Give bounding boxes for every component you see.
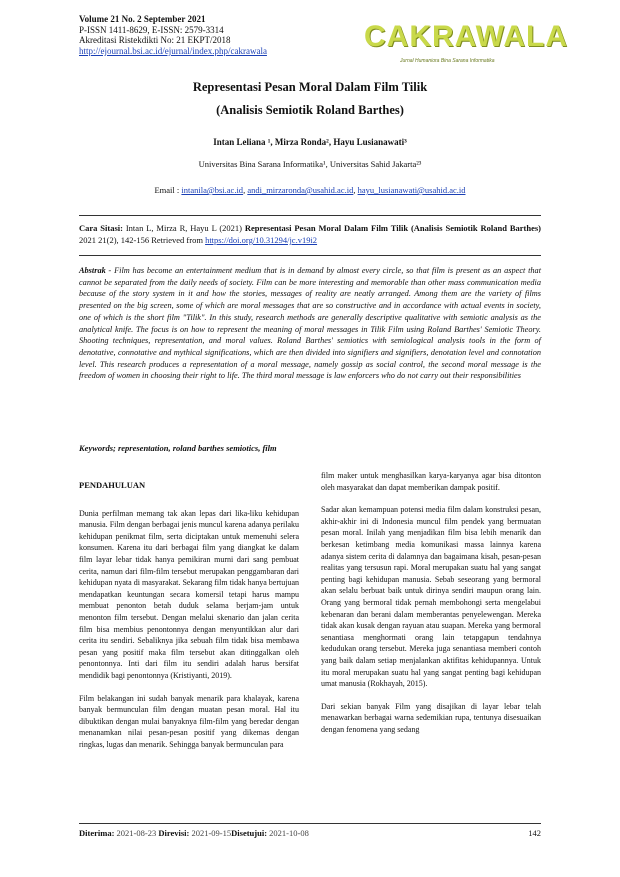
email-link-2[interactable]: andi_mirzaronda@usahid.ac.id [247,185,354,195]
volume-line: Volume 21 No. 2 September 2021 [79,14,206,24]
section-heading: PENDAHULUAN [79,480,146,490]
email-line [40,185,580,195]
received-date: 2021-08-23 [114,828,159,838]
accepted-label: Disetujui: [231,828,268,838]
paper-subtitle: (Analisis Semiotik Roland Barthes) [216,103,404,117]
body-paragraph: Dari sekian banyak Film yang disajikan di layar lebar telah menawarkan berbagai warna sedemikian rupa, tentunya disesuaikan dengan fenomena yang sedang [321,701,541,734]
body-paragraph: Sadar akan kemampuan potensi media film dalam konstruksi pesan, akhir-akhir ini di Indonesia muncul film pendek yang bermuatan pesan moral. Inilah yang menjadikan film bisa lebih menarik dan berkesan ketimbang media komunikasi massa lainnya karena adanya sistem cerita di dalamnya dan bagaimana kisah, pesan-pesan realitas yang tersusun rapi. Moral merupakan suatu hal yang sangat penting bagi kehidupan manusia. Sebab seseorang yang bermoral akan selalu berbuat baik untuk dirinya sendiri maupun orang lain. Orang yang bermoral tidak pernah membohongi serta mengelabui kebenaran dan berani dalam memberantas penyelewengan. Mereka tidak akan kusak dengan rayuan atau suapan. Mereka yang bermoral senantiasa menghormati orang lain tetapgapun tendahnya kedudukan orang tersebut. Mereka juga senantiasa memberi contoh yang baik dalam setiap menjalankan aktifitas kehidupannya. Untuk itu moral merupakan suatu hal yang sangat penting bagi kehidupan umat manusia (Rokhayah, 2015). [321,505,541,689]
email-separator-2: , [353,185,358,195]
body-column-left [79,470,299,761]
keywords-line: Keywords; representation, roland barthes semiotics, film [79,443,277,453]
email-link-1[interactable]: intanila@bsi.ac.id [181,185,244,195]
affiliation: Universitas Bina Sarana Informatika¹, Universitas Sahid Jakarta²³ [198,159,422,169]
citation-block [79,222,541,246]
citation-authors: Intan L, Mirza R, Hayu L (2021) [122,223,245,233]
footer-dates [79,828,541,838]
body-paragraph: Film belakangan ini sudah banyak menarik para khalayak, karena banyak bermunculan film dengan muatan pesan moral. Hal itu dibuktikan dengan mulai banyaknya film-film yang beredar dengan menanamkan nilai pesan-pesan positif yang dikemas dengan ringkas, lugas dan menarik. Sehingga banyak bermunculan para [79,693,299,749]
citation-label: Cara Sitasi: [79,223,123,233]
accepted-date: 2021-10-08 [267,828,309,838]
paper-title: Representasi Pesan Moral Dalam Film Tilik [192,80,428,94]
footer-divider [79,823,541,824]
citation-title: Representasi Pesan Moral Dalam Film Tilik (Analisis Semiotik Roland Barthes) [244,223,541,233]
abstract-block [79,265,541,382]
divider-bottom [79,255,541,256]
abstract-label: Abstrak - [79,266,115,275]
received-label: Diterima: [79,828,115,838]
page-number: 142 [528,828,541,838]
logo-wordmark: CAKRAWALA [364,20,568,53]
body-column-right [321,470,541,746]
revised-date: 2021-09-15 [189,828,232,838]
body-paragraph: film maker untuk menghasilkan karya-karyanya agar bisa ditonton oleh masyarakat dan dapat memberikan dampak positif. [321,471,541,492]
doi-link[interactable]: https://doi.org/10.31294/jc.v19i2 [205,235,318,245]
email-link-3[interactable]: hayu_lusianawati@usahid.ac.id [357,185,466,195]
issn-line: P-ISSN 1411-8629, E-ISSN: 2579-3314 [79,24,224,35]
author-list: Intan Leliana ¹, Mirza Ronda², Hayu Lusianawati³ [213,137,407,147]
journal-logo [360,20,568,76]
journal-url-link[interactable]: http://ejournal.bsi.ac.id/ejurnal/index.php/cakrawala [79,45,267,56]
journal-meta [79,14,267,56]
body-paragraph: Dunia perfilman memang tak akan lepas dari lika-liku kehidupan manusia. Film dengan berbagai jenis muncul karena adanya perilaku kehidupan penikmat film, serta diciptakan untuk memenuhi selera konsumen. Karena itu dari berbagai film yang diangkat ke dalam film layar lebar tidak hanya pemikiran murni dari sang pembuat cerita, namun dari film-film tersebut merupakan penggambaran dari kehidupan nyata di masyarakat. Sekarang film tidak hanya bertujuan mendapatkan keuntungan secara komersil tetapi harus mampu membuat penonton betah duduk selama berjam-jam untuk menonton film tersebut. Dengan melalui skenario dan jalan cerita film bisa membius penontonnya dengan menyuntikkan alur dari cerita itu sendiri. Sebaliknya jika sebuah film tidak bisa membawa pesan yang positif maka film tersebut akan ditinggalkan oleh penontonnya. Inti dari film itu sendiri adalah harus bersifat mendidik bagi penontonnya (Kristiyanti, 2019). [79,508,299,680]
abstract-text: Film has become an entertainment medium that is in demand by almost every circle, so that film is present as an aspect that cannot be separated from the daily needs of society. Film can be more interesting and memorable than other mass communication media because of the story system in it and how the stories, messages of reality are neatly arranged. Among them are the variety of films presented on the big screen, some of which are moral messages that are so constructive and in accordance with actual events in society, one of which is the short film "Tilik". In this study, research methods are generally descriptive qualitative with semiotic analysis as the analytical knife. The focus is on how to represent the meaning of moral messages in Tilik Film using Roland Barthes' Semiotic Theory. Shooting techniques, representation, and moral values. Roland Barthes' semiotics with semiological analysis tools in the form of denotative, connotative and mythical significations, which are then divided into signifiers and signifiers, denotation level and connotation level. This research produces a representation of a moral message, namely gossip as social control, the second moral message is the freedom of women in choosing their right to life. The third moral message is law enforcers who do not carry out their responsibilities [79,266,542,381]
revised-label: Direvisi: [158,828,190,838]
email-label: Email : [154,185,182,195]
divider-top [79,215,541,216]
accreditation-line: Akreditasi Ristekdikti No: 21 EKPT/2018 [79,35,231,46]
citation-source: 2021 21(2), 142-156 Retrieved from [79,235,206,245]
logo-subtitle: Jurnal Humaniora Bina Sarana Informatika [400,58,495,64]
email-separator-1: , [243,185,248,195]
